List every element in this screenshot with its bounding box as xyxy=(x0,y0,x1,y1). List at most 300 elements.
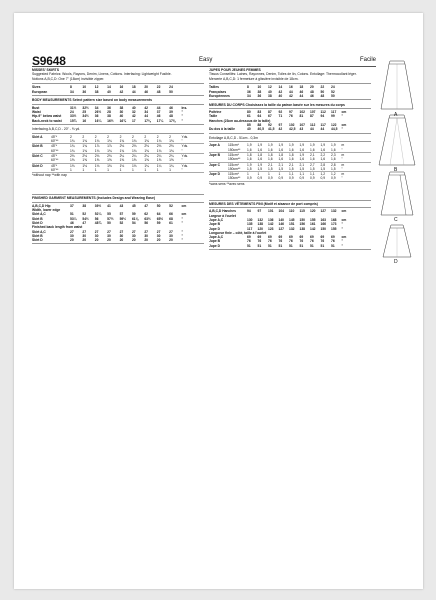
row-label: Taille xyxy=(209,114,218,119)
cell-value: 0,9 xyxy=(247,176,252,181)
cell-value: 17¼ xyxy=(156,118,164,123)
finished-measurement-row xyxy=(32,238,204,242)
cell-value: 34½ xyxy=(82,114,89,119)
spacer xyxy=(209,81,371,83)
cell-value: 42 xyxy=(131,114,136,119)
divider xyxy=(209,141,371,142)
cell-value: 142 xyxy=(268,222,274,227)
cell-value: 1¾ xyxy=(156,148,162,153)
cell-value: 1¾ xyxy=(107,148,112,153)
cell-value: 16 xyxy=(289,85,293,90)
cell-value: 54 xyxy=(131,220,136,225)
cell-value: 1,5 xyxy=(299,166,305,171)
cell-value: 1 xyxy=(278,172,281,177)
cell-value: 1¾ xyxy=(119,148,125,153)
yardage-row xyxy=(209,148,371,152)
cell-value: 48 xyxy=(310,89,314,94)
cell-value: 27 xyxy=(107,229,111,234)
cell-value: 2,1 xyxy=(278,162,284,167)
divider xyxy=(209,200,371,201)
unit-label: " xyxy=(341,176,343,181)
english-column xyxy=(32,68,204,245)
unit-label: " xyxy=(341,157,343,162)
cell-value: 1,6 xyxy=(247,147,252,152)
cell-value: 156 xyxy=(299,222,306,227)
cell-value: 92 xyxy=(278,110,283,115)
cell-value: 1⅝ xyxy=(169,158,174,163)
cell-value: 1¾ xyxy=(94,148,100,153)
cell-value: 8 xyxy=(70,85,72,90)
cell-value: 1,9 xyxy=(247,143,252,148)
cell-value: 48 xyxy=(156,89,161,94)
cell-value: 52 xyxy=(331,89,335,94)
unit-label: " xyxy=(181,158,183,163)
view-name: Jupe D xyxy=(209,172,220,177)
cell-value: 47 xyxy=(144,203,149,208)
divider xyxy=(32,133,204,134)
cell-value: 1,9 xyxy=(257,162,263,167)
cell-value: 0,9 xyxy=(299,176,305,181)
unit-label: " xyxy=(341,166,343,171)
cell-value: 42 xyxy=(278,89,283,94)
cell-value: 1,6 xyxy=(331,147,336,152)
cell-value: 44 xyxy=(310,127,314,132)
cell-value: 12 xyxy=(94,85,99,90)
cell-value: 44,5 xyxy=(331,127,338,132)
cell-value: 127 xyxy=(320,209,327,214)
divider xyxy=(209,207,371,208)
cell-value: 80 xyxy=(247,110,251,115)
cell-value: 83 xyxy=(257,110,262,115)
cell-value: 20 xyxy=(82,238,87,243)
unit-label: " xyxy=(181,167,183,172)
unit-label: " xyxy=(181,118,184,123)
cell-value: 27 xyxy=(82,229,87,234)
cell-value: 1⅛ xyxy=(70,163,75,168)
row-label: Skirt B xyxy=(32,233,43,238)
fabric-width: 150cm** xyxy=(228,147,241,152)
skirt-drawings xyxy=(380,59,416,269)
cell-value: 1,8 xyxy=(289,152,294,157)
cell-value: 41,5 xyxy=(268,127,275,132)
cell-value: 2⅛ xyxy=(82,153,87,158)
row-label: Du dos à la taille xyxy=(209,127,236,132)
cell-value: 0,9 xyxy=(331,176,336,181)
cell-value: 20 xyxy=(107,238,111,243)
cell-value: 2¼ xyxy=(144,153,149,158)
cell-value: 76 xyxy=(331,239,335,244)
cell-value: 42 xyxy=(119,89,124,94)
cell-value: 12 xyxy=(268,85,272,90)
cell-value: 1¾ xyxy=(169,148,174,153)
cell-value: 1,1 xyxy=(310,172,315,177)
cell-value: 2¼ xyxy=(119,153,125,158)
cell-value: 40 xyxy=(107,89,111,94)
cell-value: 51 xyxy=(320,243,325,248)
cell-value: 168 xyxy=(331,217,337,222)
unit-label: " xyxy=(181,110,184,115)
row-label: Hanches (23cm au-dessous de la taille) xyxy=(209,118,271,123)
body-measurement-row xyxy=(209,127,371,131)
cell-value: 46 xyxy=(156,114,161,119)
cell-value: 85 xyxy=(247,122,251,127)
unit-label: " xyxy=(341,243,344,248)
cell-value: 76 xyxy=(289,114,293,119)
cell-value: 25 xyxy=(82,110,87,115)
cell-value: 52¼ xyxy=(94,212,102,217)
unit-label: cm xyxy=(341,235,347,240)
notions: Notions A,B,C,D: One 7" (18cm) invisible zipper. xyxy=(32,76,105,81)
row-label: Européennes xyxy=(209,93,230,98)
cell-value: 57½ xyxy=(107,216,114,221)
cell-value: 34 xyxy=(247,93,251,98)
header xyxy=(32,54,376,66)
cell-value: 59 xyxy=(131,212,136,217)
cell-value: 40 xyxy=(119,114,124,119)
row-label xyxy=(209,148,247,152)
cell-value: 43 xyxy=(119,203,124,208)
divider xyxy=(209,108,371,109)
level-french: Facile xyxy=(359,57,376,63)
cell-value: 1 xyxy=(268,172,270,177)
cell-value: 101 xyxy=(268,209,274,214)
row-label: A,B,C,D Hip xyxy=(32,203,51,208)
unit-label: m xyxy=(341,172,345,177)
cell-value: 61 xyxy=(169,220,173,225)
cell-value: 123 xyxy=(268,226,274,231)
cell-value: 1⅛ xyxy=(131,163,137,168)
cell-value: 0,9 xyxy=(310,176,315,181)
cell-value: 16¾ xyxy=(119,118,126,123)
cell-value: 36 xyxy=(82,89,87,94)
cell-value: 44 xyxy=(131,89,136,94)
cell-value: 59½ xyxy=(119,216,126,221)
row-label xyxy=(32,158,70,162)
cell-value: 1⅝ xyxy=(156,158,162,163)
cell-value: 16 xyxy=(82,118,87,123)
unit-label: Yds. xyxy=(181,144,189,149)
cell-value: 2,8 xyxy=(331,162,336,167)
skirt-d-drawing xyxy=(383,225,411,257)
cell-value: 69 xyxy=(289,235,293,240)
cell-value: 36 xyxy=(257,93,262,98)
cell-value: 17 xyxy=(131,118,136,123)
unit-label: Yds. xyxy=(181,163,189,168)
divider xyxy=(32,243,204,244)
cell-value: 1⅛ xyxy=(107,163,112,168)
cell-value: 40 xyxy=(268,89,272,94)
cell-value: 1,6 xyxy=(289,147,294,152)
cell-value: 76 xyxy=(289,239,293,244)
cell-value: 32½ xyxy=(82,105,89,110)
cell-value: 46 xyxy=(310,93,314,98)
unit-label: Yds. xyxy=(181,153,189,158)
cell-value: 1¾ xyxy=(107,139,112,144)
cell-value: 1 xyxy=(247,172,249,177)
cell-value: 94 xyxy=(320,114,325,119)
unit-label: m xyxy=(341,152,345,157)
fabric-width: 60"** xyxy=(51,167,59,172)
cell-value: 1,8 xyxy=(247,152,252,157)
view-name: Skirt A xyxy=(32,134,43,139)
cell-value: 39 xyxy=(169,110,173,115)
cell-value: 30 xyxy=(82,233,87,238)
cell-value: 1,6 xyxy=(278,147,284,152)
cell-value: 1¾ xyxy=(94,139,100,144)
row-label: Skirt D xyxy=(32,220,43,225)
cell-value: 51 xyxy=(310,243,314,248)
cell-value: 20 xyxy=(119,238,124,243)
cell-value: 1¾ xyxy=(82,148,87,153)
cell-value: 1,5 xyxy=(320,166,326,171)
cell-value: 30 xyxy=(144,233,149,238)
cell-value: 34 xyxy=(94,105,99,110)
section-title: JUPES POUR JEUNES FEMMES xyxy=(209,68,261,72)
cell-value: 112 xyxy=(320,110,326,115)
cell-value: 1,9 xyxy=(299,143,305,148)
cell-value: 18 xyxy=(299,85,304,90)
cell-value: 1¼ xyxy=(169,163,174,168)
cell-value: 59 xyxy=(156,220,161,225)
divider xyxy=(32,83,204,84)
fabric-width: 115cm* xyxy=(228,152,239,157)
cell-value: 50 xyxy=(107,220,111,225)
cell-value: 99 xyxy=(331,114,335,119)
cell-value: 136 xyxy=(268,217,274,222)
cell-value: 18 xyxy=(131,85,136,90)
cell-value: 1,6 xyxy=(320,157,326,162)
body-measurements-heading: BODY MEASUREMENTS Select pattern size based on body measurements xyxy=(32,98,152,103)
cell-value: 1¾ xyxy=(169,139,174,144)
cell-value: 17⅛ xyxy=(144,118,151,123)
cell-value: 1,5 xyxy=(257,166,263,171)
fabric-width: 150cm** xyxy=(228,176,241,181)
yardage-row xyxy=(209,157,371,161)
cell-value: 2,7 xyxy=(310,162,315,167)
cell-value: 27 xyxy=(144,229,149,234)
row-label: European xyxy=(32,89,48,94)
cell-value: 51 xyxy=(331,243,335,248)
cell-value: 24 xyxy=(70,110,74,115)
row-label: Waist xyxy=(32,110,41,115)
fabric-width: 150cm** xyxy=(228,166,241,171)
cell-value: 34 xyxy=(70,89,74,94)
cell-value: 1 xyxy=(156,167,159,172)
cell-value: 42 xyxy=(278,127,283,132)
finished-measurement-row xyxy=(209,244,371,248)
cell-value: 1,6 xyxy=(320,147,326,152)
view-label-c: C xyxy=(394,217,398,223)
skirt-b-drawing xyxy=(379,115,415,165)
cell-value: 44 xyxy=(289,89,293,94)
cell-value: 1,6 xyxy=(268,147,273,152)
cell-value: 32 xyxy=(131,110,136,115)
row-label xyxy=(32,139,70,143)
spacer xyxy=(32,177,204,193)
fabric-width: 45"* xyxy=(51,153,58,158)
cell-value: 2,2 xyxy=(320,152,326,157)
fabric-width: 60"** xyxy=(51,148,59,153)
cell-value: 1 xyxy=(169,167,171,172)
cell-value: 20 xyxy=(144,238,149,243)
cell-value: 1¼ xyxy=(144,163,149,168)
cell-value: 163 xyxy=(320,217,327,222)
cell-value: 1¼ xyxy=(156,163,162,168)
fabric-width: 115cm* xyxy=(228,162,239,167)
cell-value: 2 xyxy=(144,134,147,139)
interfacing-line: Entoilage A,B,C,D - 51cm - 0,3m xyxy=(209,136,258,141)
cell-value: 2,1 xyxy=(289,162,294,167)
divider xyxy=(209,83,371,84)
divider xyxy=(32,124,204,125)
unit-label: " xyxy=(341,239,344,244)
cell-value: 1 xyxy=(94,167,97,172)
cell-value: 54½ xyxy=(82,216,89,221)
cell-value: 161 xyxy=(310,222,316,227)
cell-value: 138 xyxy=(299,226,306,231)
cell-value: 52 xyxy=(119,220,124,225)
row-label: Longueur finie – côté, taille à l'ourlet xyxy=(209,230,267,235)
cell-value: 69 xyxy=(247,235,251,240)
cell-value: 63½ xyxy=(144,216,151,221)
nap-footnote: *without nap **with nap xyxy=(32,173,67,178)
cell-value: 66 xyxy=(169,212,173,217)
row-label: Tailles xyxy=(209,85,220,90)
cell-value: 76 xyxy=(299,239,304,244)
cell-value: 1¾ xyxy=(82,139,87,144)
cell-value: 8 xyxy=(247,85,249,90)
yardage-row xyxy=(32,149,204,153)
cell-value: 102 xyxy=(299,110,306,115)
cell-value: 2,8 xyxy=(320,162,326,167)
skirt-c-drawing xyxy=(381,172,413,215)
row-label: Skirt A,C xyxy=(32,229,46,234)
cell-value: 1,6 xyxy=(331,157,336,162)
row-label: Skirt B xyxy=(32,216,43,221)
suggested-fabrics: Suggested Fabrics: Wools, Rayons, Denim, Linens, Cottons. Interfacing: Lightweight Fusible. xyxy=(32,72,172,77)
row-label xyxy=(32,168,70,172)
cell-value: 24 xyxy=(169,85,173,90)
row-label: Poitrine xyxy=(209,110,222,115)
cell-value: 27 xyxy=(156,229,161,234)
cell-value: 61 xyxy=(247,114,251,119)
unit-label: " xyxy=(341,114,344,119)
cell-value: 50 xyxy=(169,89,173,94)
unit-label: Ins. xyxy=(181,105,188,110)
cell-value: 56 xyxy=(94,216,99,221)
cell-value: 36 xyxy=(247,89,251,94)
cell-value: 36 xyxy=(94,114,99,119)
cell-value: 1,9 xyxy=(289,143,294,148)
unit-label: m xyxy=(341,143,345,148)
cell-value: 64 xyxy=(156,212,161,217)
cell-value: 36 xyxy=(107,105,111,110)
pattern-envelope-back xyxy=(14,13,423,589)
cell-value: 30 xyxy=(156,233,161,238)
cell-value: 1,5 xyxy=(247,166,252,171)
view-name: Skirt D xyxy=(32,163,43,168)
cell-value: 150 xyxy=(299,217,306,222)
cell-value: 10 xyxy=(82,85,87,90)
cell-value: 2⅛ xyxy=(169,144,174,149)
cell-value: 51 xyxy=(299,243,304,248)
cell-value: 104 xyxy=(278,209,285,214)
row-label: Jupe A,C xyxy=(209,217,224,222)
cell-value: 87 xyxy=(310,114,314,119)
cell-value: 69 xyxy=(299,235,304,240)
cell-value: 107 xyxy=(310,110,316,115)
cell-value: 1,9 xyxy=(268,143,273,148)
cell-value: 117 xyxy=(320,122,326,127)
cell-value: 42 xyxy=(144,105,149,110)
cell-value: 2 xyxy=(169,134,171,139)
view-name: Skirt C xyxy=(32,153,43,158)
divider xyxy=(32,104,204,105)
cell-value: 2 xyxy=(107,134,110,139)
cell-value: 1,5 xyxy=(289,166,294,171)
cell-value: 16 xyxy=(119,85,124,90)
cell-value: 155 xyxy=(310,217,316,222)
cell-value: 127 xyxy=(278,226,285,231)
view-name: Jupe B xyxy=(209,152,220,157)
cell-value: 2,1 xyxy=(299,162,305,167)
yardage-row xyxy=(209,167,371,171)
cell-value: 27 xyxy=(70,229,74,234)
unit-label: " xyxy=(181,139,183,144)
fabric-width: 150cm** xyxy=(228,157,241,162)
cell-value: 1¾ xyxy=(70,148,75,153)
skirt-a-drawing xyxy=(381,61,413,109)
cell-value: 1¾ xyxy=(131,139,137,144)
fabric-width: 45"* xyxy=(51,134,58,139)
cell-value: 48¾ xyxy=(94,220,102,225)
cell-value: 76 xyxy=(310,239,314,244)
cell-value: 1⅝ xyxy=(70,158,75,163)
cell-value: 76 xyxy=(268,239,272,244)
unit-label: " xyxy=(181,114,184,119)
cell-value: 50 xyxy=(156,203,161,208)
cell-value: 37 xyxy=(156,110,161,115)
cell-value: 1,2 xyxy=(331,172,336,177)
cell-value: 1 xyxy=(82,167,85,172)
french-column xyxy=(209,68,371,251)
cell-value: 97 xyxy=(257,209,262,214)
cell-value: 2 xyxy=(119,134,122,139)
fabric-width: 45"* xyxy=(51,163,58,168)
row-label: Sizes xyxy=(32,85,41,90)
cell-value: 48 xyxy=(169,114,173,119)
cell-value: 1,5 xyxy=(278,166,284,171)
cell-value: 1,5 xyxy=(310,166,315,171)
cell-value: 1 xyxy=(131,167,134,172)
cell-value: 16½ xyxy=(107,118,114,123)
cell-value: 38 xyxy=(107,114,111,119)
unit-label: " xyxy=(341,147,343,152)
cell-value: 51 xyxy=(289,243,293,248)
fabric-width: 60"** xyxy=(51,139,59,144)
view-name: Jupe C xyxy=(209,162,220,167)
unit-label: " xyxy=(181,148,183,153)
interfacing-line: Interfacing A,B,C,D - 20" - ⅜ yd. xyxy=(32,127,81,132)
row-label: Finished back length from waist xyxy=(32,225,83,230)
section-title: MISSES' SKIRTS xyxy=(32,68,59,72)
cell-value: 57 xyxy=(119,212,124,217)
cell-value: 1,9 xyxy=(299,152,305,157)
row-label: Jupe B xyxy=(209,239,220,244)
cell-value: 76 xyxy=(320,239,325,244)
cell-value: 2⅛ xyxy=(119,144,125,149)
cell-value: 45 xyxy=(131,203,136,208)
